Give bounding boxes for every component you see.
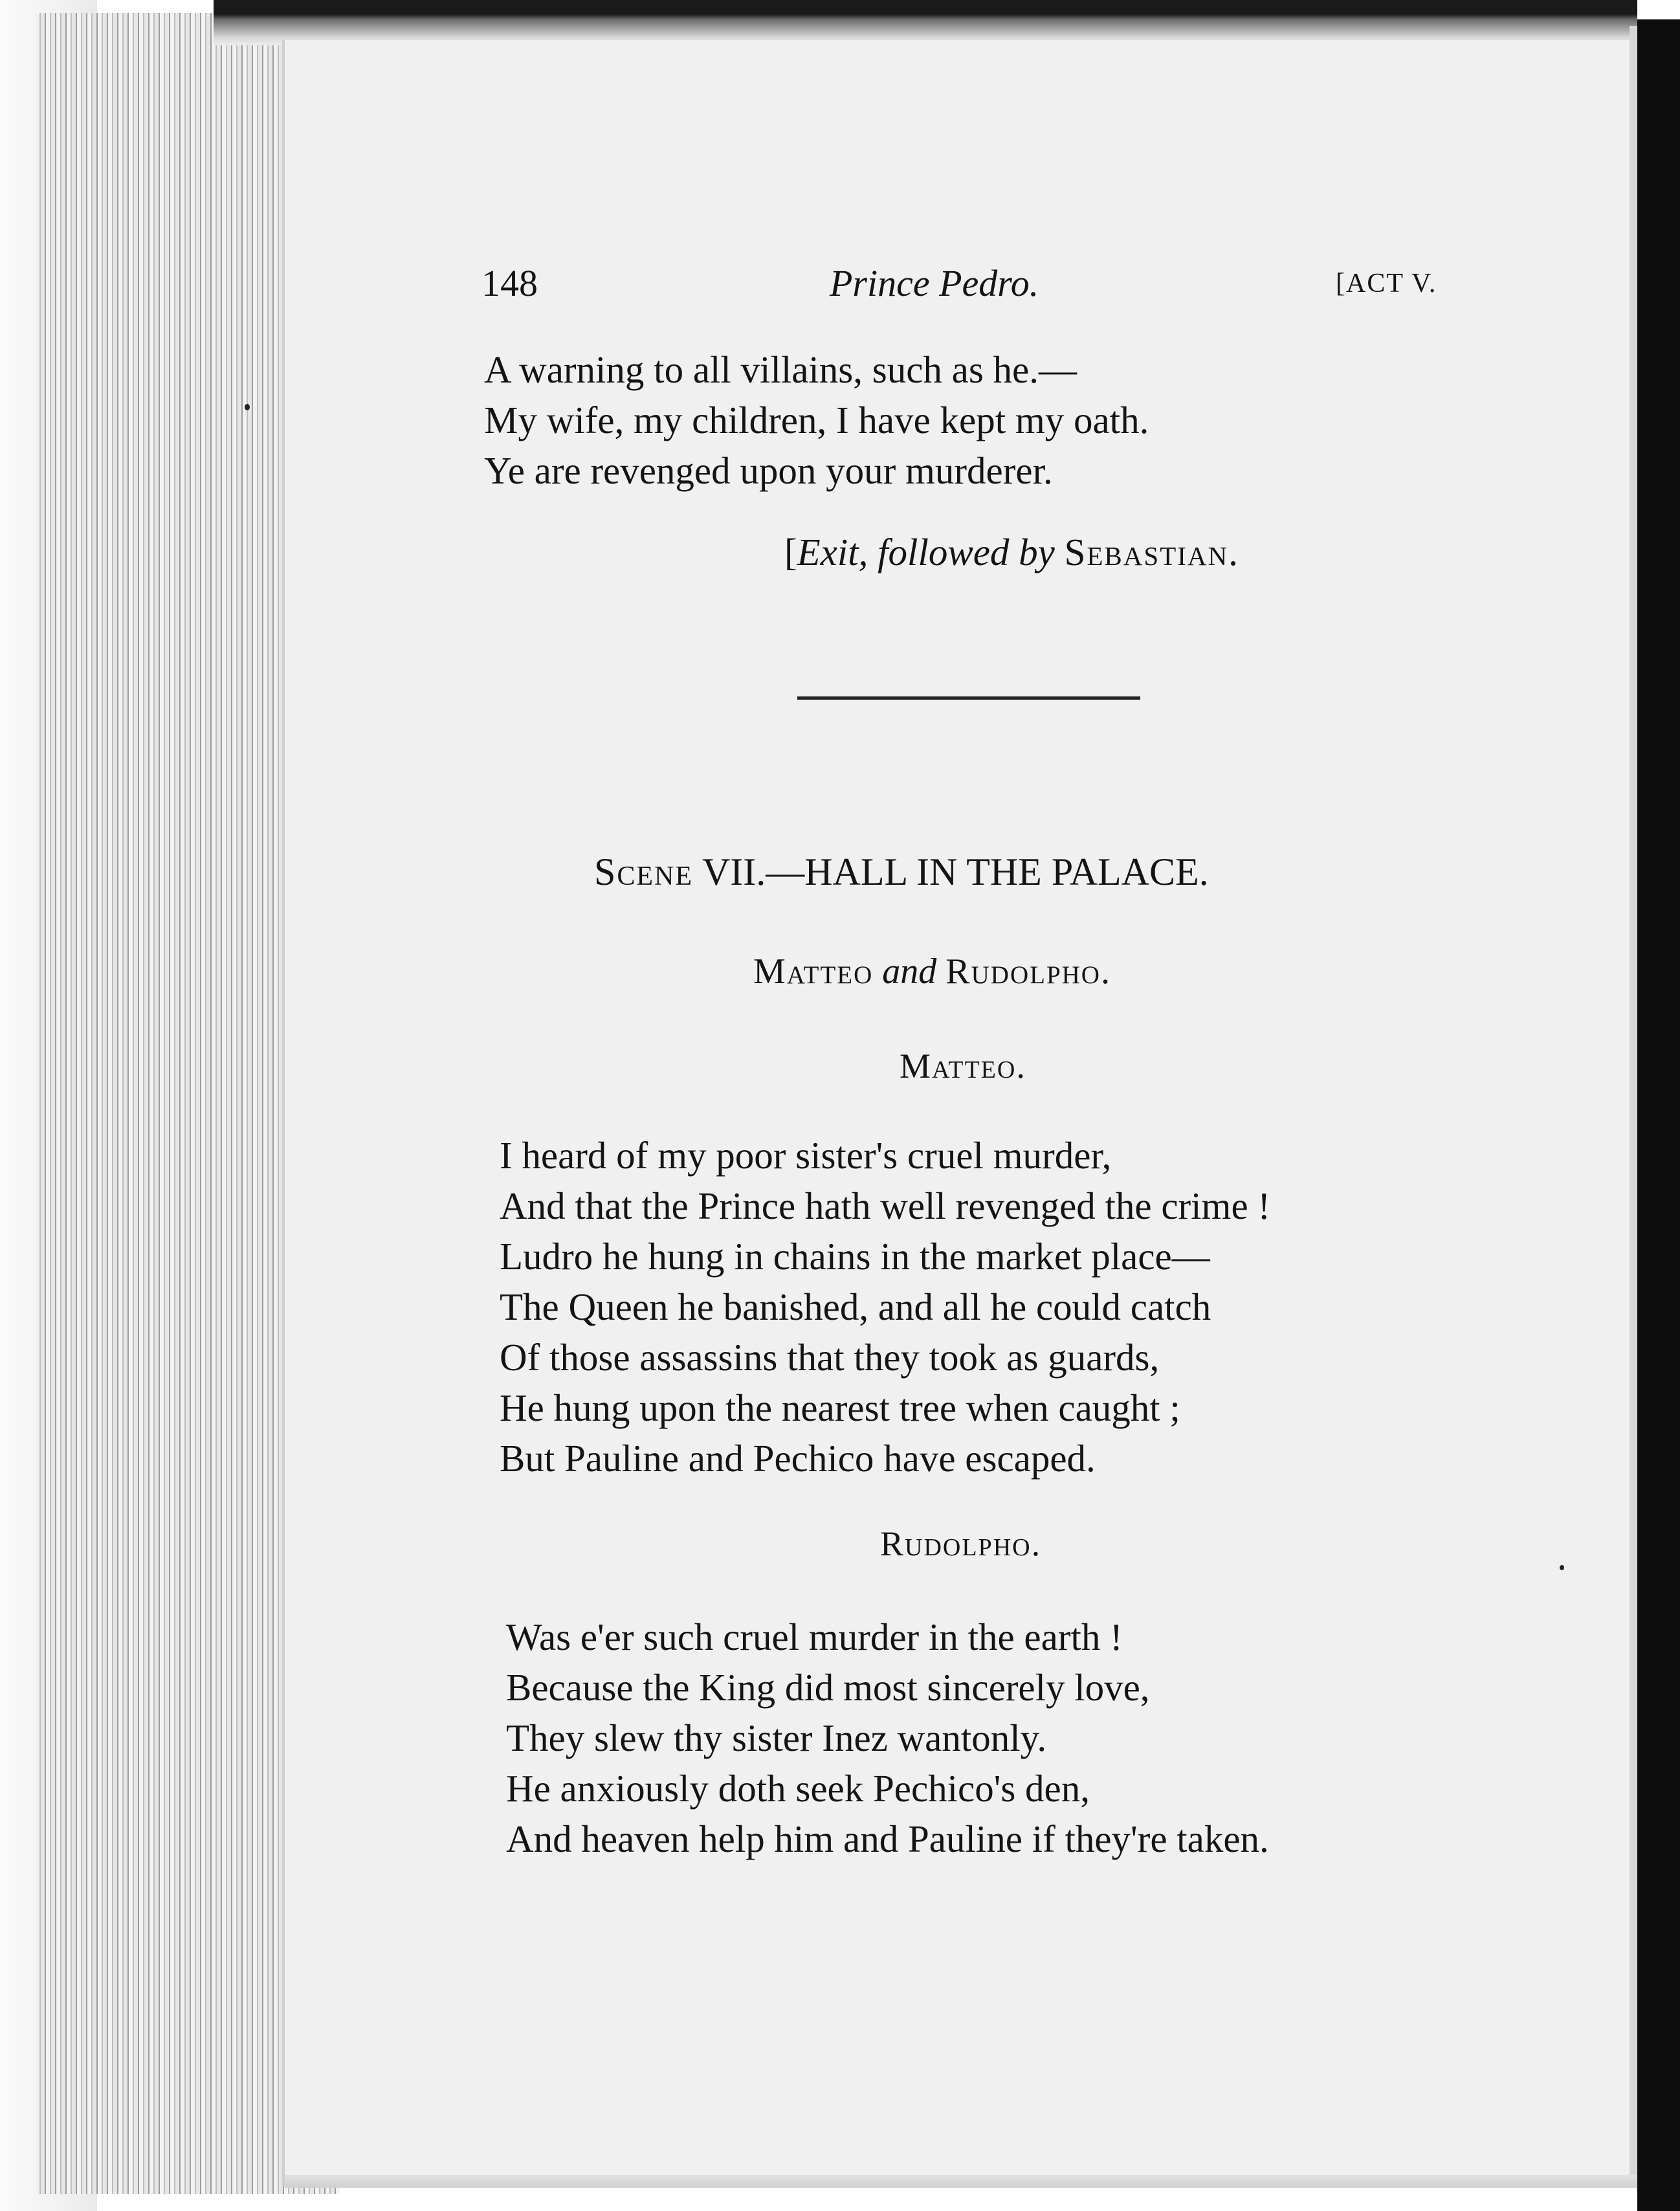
book-top-edge [214, 0, 1637, 45]
scan-speck [245, 404, 250, 410]
verse-line: And that the Prince hath well revenged the crime ! [500, 1184, 1271, 1227]
characters-present [753, 949, 1111, 994]
stage-bracket: [ [784, 531, 797, 573]
verse-line: But Pauline and Pechico have escaped. [500, 1437, 1096, 1480]
verse-line: Ludro he hung in chains in the market place— [500, 1235, 1210, 1278]
character-name: Rudolpho. [945, 951, 1111, 992]
character-conjunction: and [882, 951, 937, 992]
verse-line: They slew thy sister Inez wantonly. [506, 1717, 1047, 1759]
act-label: [ACT V. [1336, 269, 1437, 298]
page-bottom-edge [285, 2175, 1637, 2188]
scene-heading [594, 848, 1209, 896]
book-spine-shadow [1637, 19, 1680, 2211]
running-title: Prince Pedro. [830, 262, 1039, 304]
speech-verse [506, 1612, 1269, 1864]
verse-line: Was e'er such cruel murder in the earth ! [506, 1616, 1123, 1658]
character-name: Matteo [753, 951, 874, 992]
speaker-label: Rudolpho. [880, 1524, 1042, 1563]
verse-line: Ye are revenged upon your murderer. [484, 449, 1053, 492]
speaker-label: Matteo. [900, 1047, 1026, 1085]
verse-line: I heard of my poor sister's cruel murder, [500, 1134, 1112, 1177]
stage-direction [784, 527, 1239, 577]
verse-line: Because the King did most sincerely love, [506, 1666, 1150, 1709]
stage-direction-name: Sebastian. [1064, 531, 1239, 573]
verse-line: He hung upon the nearest tree when caught ; [500, 1386, 1180, 1429]
section-divider [797, 696, 1140, 700]
stage-direction-italic: Exit, followed by [797, 531, 1055, 573]
scan-speck [1560, 1565, 1564, 1570]
verse-line: My wife, my children, I have kept my oath. [484, 399, 1149, 441]
verse-line: And heaven help him and Pauline if they're taken. [506, 1817, 1269, 1860]
opening-verse [484, 344, 1149, 496]
speech-verse [500, 1130, 1270, 1483]
page-number: 148 [481, 262, 538, 304]
verse-line: A warning to all villains, such as he.— [484, 348, 1077, 391]
verse-line: The Queen he banished, and all he could catch [500, 1285, 1211, 1328]
scene-label: Scene [594, 850, 694, 893]
scene-title: VII.—HALL IN THE PALACE. [702, 850, 1209, 893]
verse-line: Of those assassins that they took as guards, [500, 1336, 1160, 1379]
verse-line: He anxiously doth seek Pechico's den, [506, 1767, 1090, 1810]
